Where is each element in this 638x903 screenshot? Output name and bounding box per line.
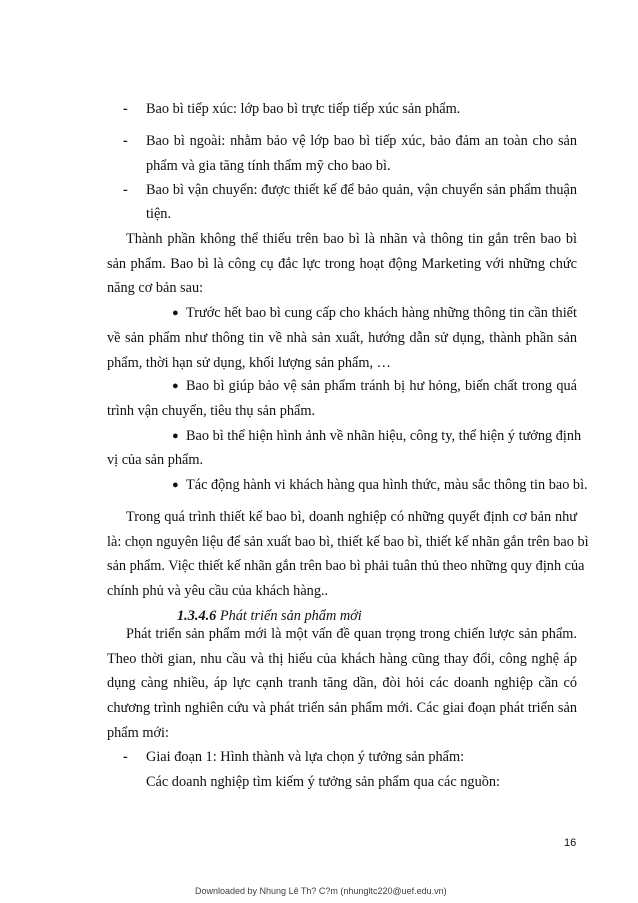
paragraph-line: Thành phần không thể thiếu trên bao bì là nhãn và thông tin gắn trên bao bì (126, 231, 577, 247)
paragraph-line: chính phủ và yêu cầu của khách hàng.. (107, 583, 329, 599)
bullet-marker: ● (172, 430, 179, 442)
paragraph-line: phẩm mới: (107, 725, 169, 741)
list-item-text: Bao bì tiếp xúc: lớp bao bì trực tiếp tiếp xúc sản phẩm. (146, 101, 461, 117)
dash-marker: - (123, 749, 128, 765)
bullet-item-text: phẩm, thời hạn sử dụng, khối lượng sản phẩm, … (107, 355, 391, 371)
bullet-item-text: Bao bì giúp bảo vệ sản phẩm tránh bị hư hỏng, biến chất trong quá (186, 378, 577, 394)
paragraph-line: là: chọn nguyên liệu để sản xuất bao bì, thiết kế bao bì, thiết kế nhãn gắn trên bao bì (107, 534, 589, 550)
paragraph-line: Phát triển sản phẩm mới là một vấn đề quan trọng trong chiến lược sản phẩm. (126, 626, 577, 642)
download-footer: Downloaded by Nhung Lê Th? C?m (nhungltc220@uef.edu.vn) (195, 886, 447, 896)
bullet-item-text: Tác động hành vi khách hàng qua hình thức, màu sắc thông tin bao bì. (186, 477, 588, 493)
bullet-item-text: trình vận chuyển, tiêu thụ sản phẩm. (107, 403, 316, 419)
section-heading-number: 1.3.4.6 (177, 608, 217, 624)
list-item-text: phẩm và gia tăng tính thẩm mỹ cho bao bì. (146, 158, 391, 174)
paragraph-line: sản phẩm. Bao bì là công cụ đắc lực trong hoạt động Marketing với những chức (107, 256, 577, 272)
paragraph-line: Trong quá trình thiết kế bao bì, doanh nghiệp có những quyết định cơ bản như (126, 509, 577, 525)
bullet-marker: ● (172, 380, 179, 392)
bullet-item-text: về sản phẩm như thông tin về nhà sản xuất, hướng dẫn sử dụng, thành phần sản (107, 330, 577, 346)
bullet-marker: ● (172, 479, 179, 491)
bullet-marker: ● (172, 307, 179, 319)
bullet-item-text: Trước hết bao bì cung cấp cho khách hàng những thông tin cần thiết (186, 305, 577, 321)
paragraph-line: dụng càng nhiều, áp lực cạnh tranh tăng dần, đòi hỏi các doanh nghiệp cần có (107, 675, 577, 691)
paragraph-line: Theo thời gian, nhu cầu và thị hiếu của khách hàng cũng thay đổi, công nghệ áp (107, 651, 577, 667)
dash-marker: - (123, 101, 128, 117)
list-item-text: tiện. (146, 206, 172, 222)
list-item-text: Các doanh nghiệp tìm kiếm ý tưởng sản phẩm qua các nguồn: (146, 774, 500, 790)
paragraph-line: sản phẩm. Việc thiết kế nhãn gắn trên bao bì phải tuân thủ theo những quy định của (107, 558, 585, 574)
paragraph-line: năng cơ bản sau: (107, 280, 204, 296)
section-heading (177, 607, 362, 625)
bullet-item-text: vị của sản phẩm. (107, 452, 204, 468)
dash-marker: - (123, 133, 128, 149)
page-number: 16 (564, 837, 577, 849)
dash-marker: - (123, 182, 128, 198)
section-heading-title: Phát triển sản phẩm mới (219, 608, 362, 624)
list-item-text: Giai đoạn 1: Hình thành và lựa chọn ý tưởng sản phẩm: (146, 749, 465, 765)
list-item-text: Bao bì vận chuyển: được thiết kế để bảo quản, vận chuyển sản phẩm thuận (146, 182, 577, 198)
paragraph-line: chương trình nghiên cứu và phát triển sản phẩm mới. Các giai đoạn phát triển sản (107, 700, 577, 716)
list-item-text: Bao bì ngoài: nhằm bảo vệ lớp bao bì tiếp xúc, bảo đảm an toàn cho sản (146, 133, 577, 149)
bullet-item-text: Bao bì thể hiện hình ảnh về nhãn hiệu, công ty, thể hiện ý tưởng định (186, 428, 582, 444)
